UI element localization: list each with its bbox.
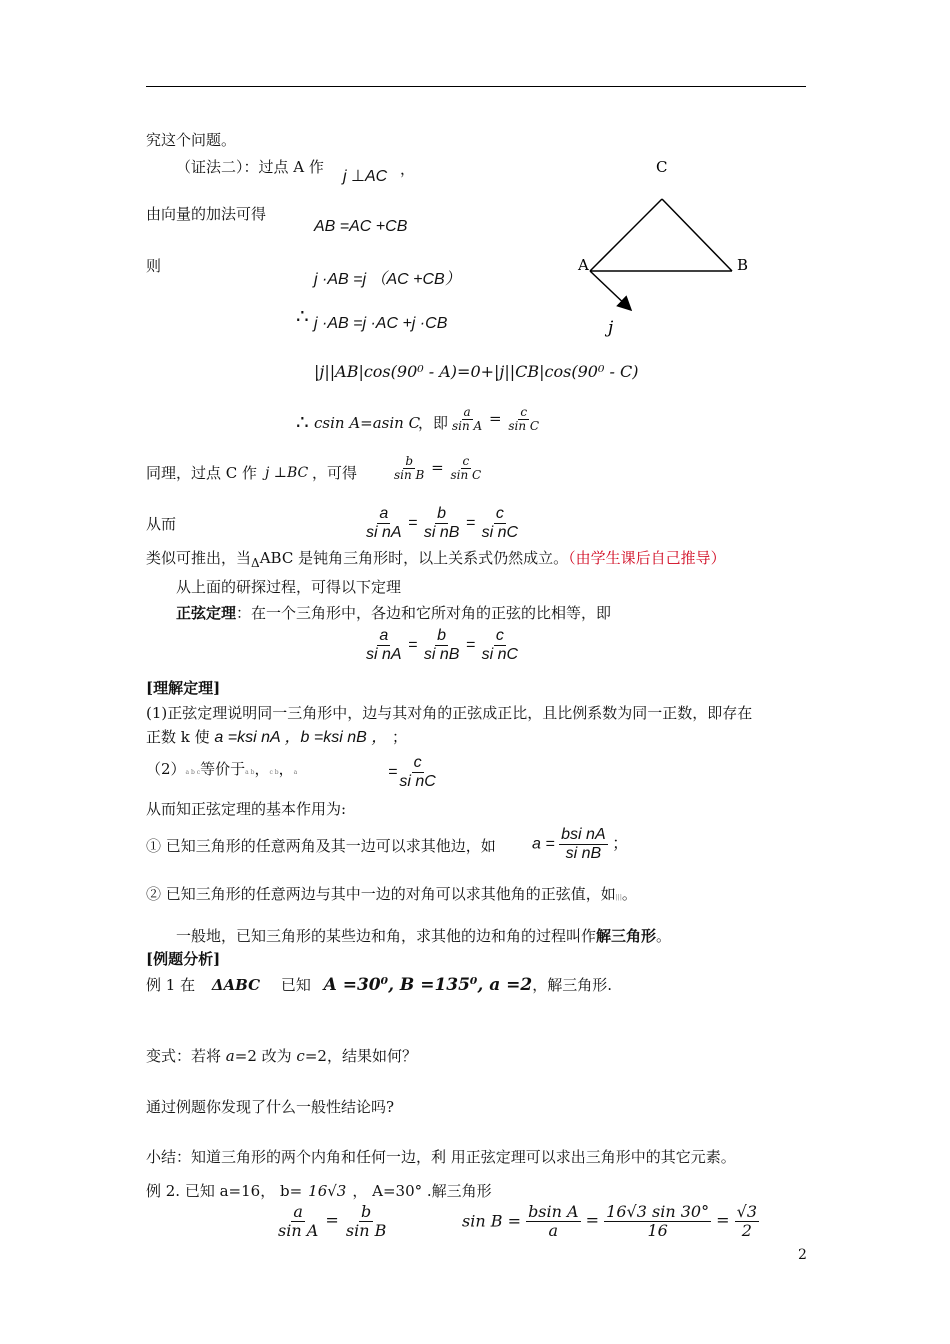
use-2-line: ② 已知三角形的任意两边与其中一边的对角可以求其他角的正弦值，如|||。 [146,885,637,903]
triangle-diagram [560,150,800,350]
use-1-line: ① 已知三角形的任意两角及其一边可以求其他边，如 [146,837,496,855]
therefore-symbol: ∴ [296,410,309,434]
vertex-b-label: B [737,256,749,274]
vertex-a-label: A [578,256,589,274]
perp-ac-expr: j ⊥AC [343,168,388,185]
line-continuation: 究这个问题。 [146,131,237,149]
ratio-a-over-c: = $\frac{c}{\text{si nC}}$ [388,754,436,790]
vector-j-arrow [590,271,630,309]
side-cb [662,199,732,271]
perp-bc-expr: j ⊥BC [265,465,309,481]
equation-ab-sum: AB =AC +CB [314,218,408,235]
solving-triangles-line: 一般地，已知三角形的某些边和角，求其他的边和角的过程叫作解三角形。 [176,927,672,945]
therefore-symbol: ∴ [296,304,309,328]
question-line: 通过例题你发现了什么一般性结论吗? [146,1098,395,1116]
header-rule [146,86,806,87]
similarly-line: 同理，过点 C 作 [146,464,258,482]
ratio-a-c: $\frac{a}{\text{sin A}}$ = $\frac{c}{\text{sin C}}$ [452,405,540,434]
point-2-line: （2）a b c等价于a b，c b，a [146,760,298,778]
vector-addition-line: 由向量的加法可得 [146,205,267,223]
ratio-b-c: $\frac{b}{\text{sin B}}$ = $\frac{c}{\text{sin C}}$ [394,454,482,483]
point-1-line: (1)正弦定理说明同一三角形中，边与其对角的正弦成正比，且比例系数为同一正数，即存在 [146,704,753,722]
section-examples: [例题分析] [146,950,221,968]
equation-magnitudes: |j||AB|cos(90⁰ - A)=0+|j||CB|cos(90⁰ - C) [314,362,639,381]
example-2-ratio: $\frac{a}{\text{sin A}}$ = $\frac{b}{\text{sin B}}$ [278,1202,387,1240]
obtain-label: ，可得 [312,464,358,482]
obtuse-case-line: 类似可推出，当$_\Delta$ABC 是钝角三角形时，以上关系式仍然成立。（由学生课后自己推导） [146,549,726,570]
summary-line: 小结：知道三角形的两个内角和任何一边，利 用正弦定理可以求出三角形中的其它元素。 [146,1148,736,1166]
then-label: 则 [146,257,162,275]
equation-dot-split: j ·AB =j ·AC +j ·CB [314,315,448,332]
derivation-line: 从上面的研探过程，可得以下定理 [176,578,402,596]
point-1-continuation: 正数 k 使 a =ksi nA ，b =ksi nB ， ； [146,728,408,746]
namely-label: ，即 [418,414,449,432]
basic-use-line: 从而知正弦定理的基本作用为: [146,800,347,818]
example-1-line: 例 1 在 ΔABC 已知 A =30⁰, B =135⁰, a =2，解三角形. [146,975,613,995]
law-of-sines-formula: $\frac{a}{\text{si nA}}$ = $\frac{b}{\text{si nB}}$ = $\frac{c}{\text{si nC}}$ [366,505,519,541]
example-2-sinb: sin B = $\frac{\text{bsin A}}{a}$ = $\frac{16√3 \sin 30^\circ}{16}$ = $\frac{√3}{2}$ [462,1202,758,1240]
proof-two-line: （证法二）：过点 A 作 [176,158,324,176]
page-number: 2 [798,1247,807,1263]
use-1-formula: a = $\frac{\text{bsi nA}}{\text{si nB}}$ ； [532,826,629,862]
comma: ， [400,160,416,178]
equation-csina: csin A=asin C [314,414,421,432]
equation-dot-sum: j ·AB =j （AC +CB） [314,271,461,288]
theorem-statement: 正弦定理：在一个三角形中，各边和它所对角的正弦的比相等，即 [176,604,612,622]
law-of-sines-formula: $\frac{a}{\text{si nA}}$ = $\frac{b}{\text{si nB}}$ = $\frac{c}{\text{si nC}}$ [366,627,519,663]
variant-line: 变式：若将 a=2 改为 c=2，结果如何？ [146,1047,417,1065]
example-2-line: 例 2. 已知 a=16， b= 16√3 ， A=30° .解三角形 [146,1182,492,1200]
vertex-c-label: C [656,158,668,176]
vector-j-label: j [608,318,614,338]
thus-label: 从而 [146,515,177,533]
side-ac [590,199,662,271]
section-understanding: [理解定理] [146,679,221,697]
